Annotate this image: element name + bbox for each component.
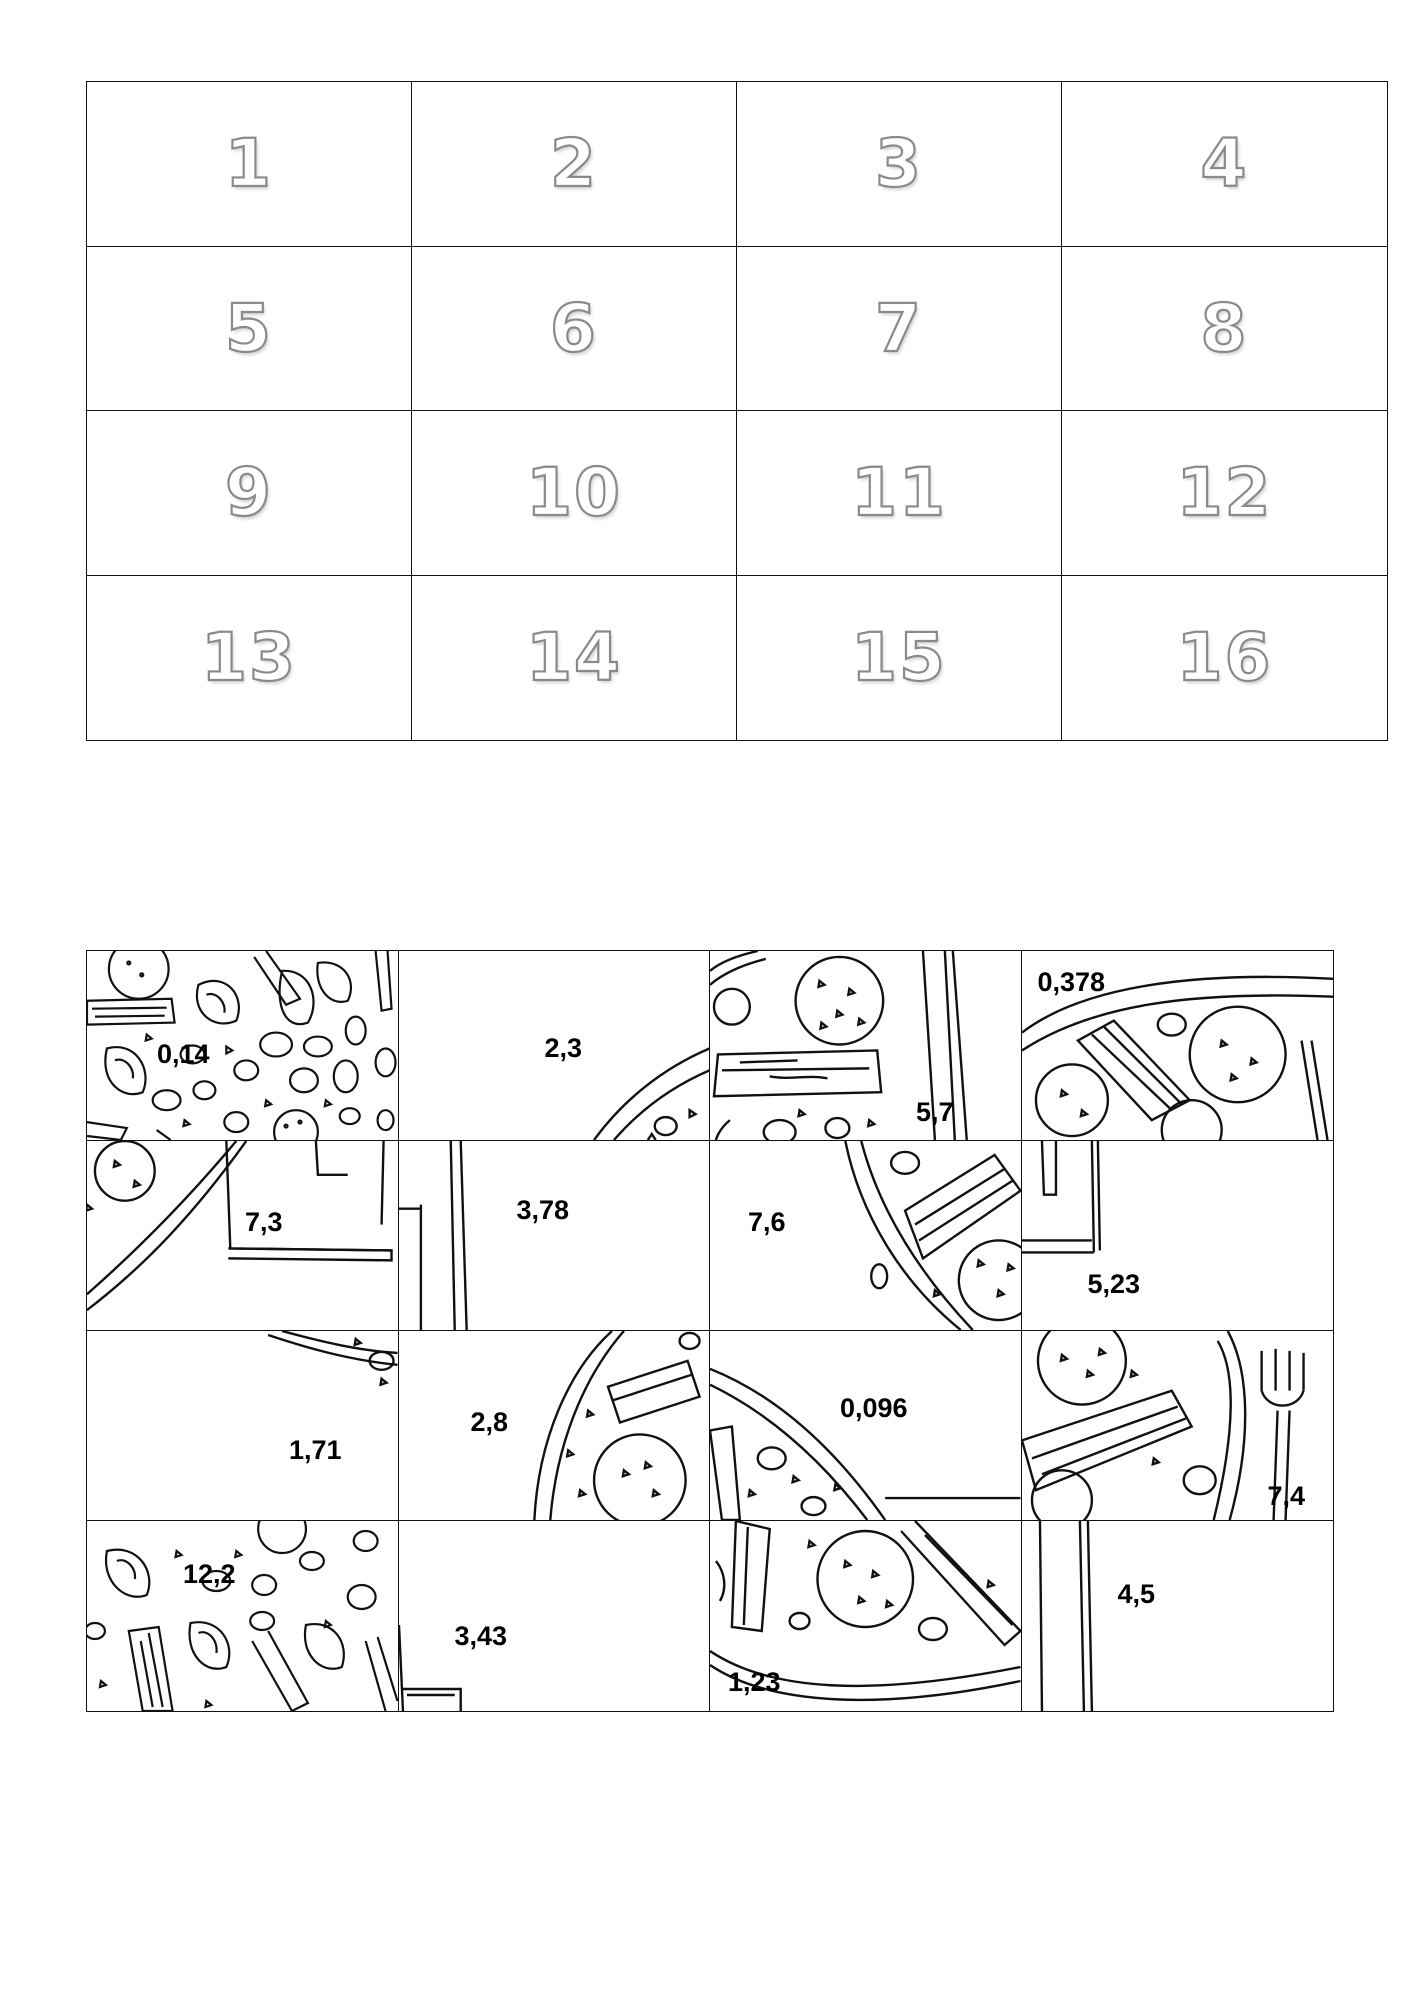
tile-value: 2,3 [544, 1033, 583, 1063]
cell-number: 4 [1200, 125, 1249, 203]
tile-value: 2,8 [470, 1407, 509, 1437]
puzzle-tile[interactable] [710, 951, 1022, 1141]
grid-cell [87, 411, 412, 576]
cell-number: 1 [225, 125, 273, 203]
puzzle-tile[interactable] [710, 1331, 1022, 1521]
cell-number: 3 [875, 125, 923, 203]
puzzle-tile[interactable] [1022, 1521, 1334, 1711]
cell-number: 15 [851, 619, 947, 697]
pizza-toppings-illustration [87, 1521, 398, 1711]
pizza-crust-corner-illustration [87, 1331, 398, 1520]
cell-number: 11 [851, 454, 947, 532]
cell-number: 5 [225, 289, 273, 367]
tile-value: 7,3 [245, 1207, 283, 1237]
puzzle-tile[interactable] [399, 1331, 711, 1521]
knife-blade-illustration [1022, 1521, 1334, 1711]
tile-value: 5,7 [916, 1097, 954, 1127]
pizza-crust-bacon-illustration [399, 1331, 710, 1520]
numbered-grid [86, 81, 1388, 741]
puzzle-tile[interactable] [710, 1521, 1022, 1711]
puzzle-tile[interactable] [399, 1141, 711, 1331]
tile-value: 1,71 [289, 1435, 342, 1465]
pizza-toppings-illustration [87, 951, 398, 1140]
grid-cell [412, 247, 737, 412]
grid-cell [87, 82, 412, 247]
puzzle-tile[interactable] [87, 1141, 399, 1331]
tile-value: 12,2 [183, 1559, 236, 1589]
puzzle-tile[interactable] [1022, 951, 1334, 1141]
pizza-crust-bottom-illustration [710, 1331, 1021, 1520]
tile-value: 5,23 [1087, 1269, 1141, 1299]
cell-number: 10 [526, 454, 622, 532]
grid-cell [1062, 82, 1387, 247]
tile-value: 7,4 [1267, 1481, 1306, 1511]
puzzle-tile[interactable] [87, 951, 399, 1141]
tile-value: 3,43 [454, 1621, 508, 1651]
puzzle-tile[interactable] [710, 1141, 1022, 1331]
pizza-knife-handle-illustration [87, 1141, 398, 1330]
tile-value: 0,096 [840, 1393, 908, 1423]
cell-number: 6 [550, 289, 598, 367]
knife-tip-illustration [399, 1521, 710, 1711]
grid-cell [1062, 247, 1387, 412]
cell-number: 16 [1176, 619, 1273, 697]
puzzle-tile[interactable] [399, 951, 711, 1141]
tile-value: 7,6 [748, 1207, 786, 1237]
grid-cell [737, 576, 1062, 741]
grid-cell [1062, 576, 1387, 741]
tile-value: 4,5 [1117, 1579, 1156, 1609]
grid-cell [737, 247, 1062, 412]
cell-number: 9 [225, 454, 273, 532]
grid-cell [737, 411, 1062, 576]
puzzle-tile[interactable] [87, 1521, 399, 1711]
puzzle-tile[interactable] [399, 1521, 711, 1711]
knife-handle-illustration [1022, 1141, 1334, 1330]
cell-number: 8 [1200, 289, 1249, 367]
grid-cell [412, 576, 737, 741]
tile-value: 0,14 [157, 1039, 210, 1069]
puzzle-grid [86, 950, 1334, 1712]
cell-number: 13 [201, 619, 297, 697]
tile-value: 3,78 [516, 1195, 570, 1225]
cell-number: 2 [550, 125, 598, 203]
grid-cell [412, 82, 737, 247]
puzzle-tile[interactable] [1022, 1331, 1334, 1521]
grid-cell [87, 247, 412, 412]
cell-number: 12 [1176, 454, 1273, 532]
tile-value: 1,23 [728, 1667, 781, 1697]
grid-cell [1062, 411, 1387, 576]
pizza-salami-illustration [710, 951, 1021, 1140]
puzzle-tile[interactable] [1022, 1141, 1334, 1331]
cell-number: 14 [526, 619, 622, 697]
puzzle-tile[interactable] [87, 1331, 399, 1521]
grid-cell [412, 411, 737, 576]
cell-number: 7 [875, 289, 923, 367]
grid-cell [737, 82, 1062, 247]
knife-blade-illustration [399, 1141, 710, 1330]
tile-value: 0,378 [1037, 967, 1106, 997]
grid-cell [87, 576, 412, 741]
